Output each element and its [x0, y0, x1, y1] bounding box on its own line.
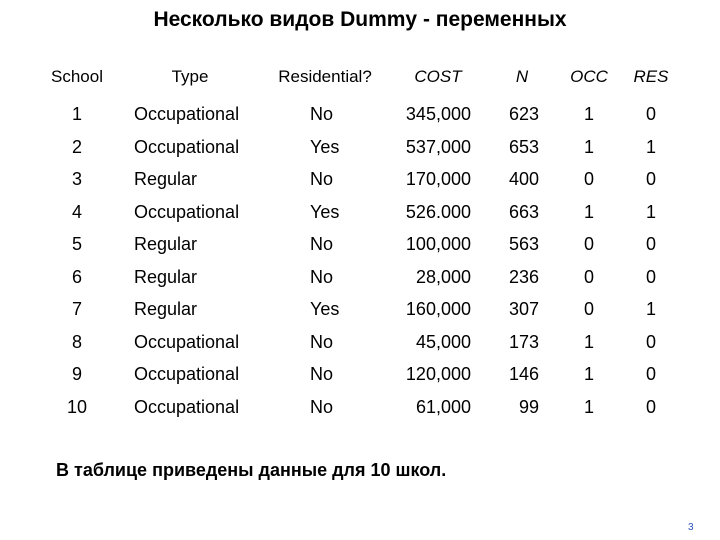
- cell-n: 307: [508, 299, 539, 319]
- cell-school: 3: [71, 169, 83, 189]
- cell-occ: 0: [583, 299, 595, 319]
- cell-n: 563: [508, 234, 539, 254]
- cell-occ: 1: [583, 331, 595, 352]
- cell-residential: No: [310, 234, 334, 254]
- cell-school: 10: [66, 396, 88, 417]
- cell-n: 663: [508, 201, 539, 222]
- column-header-n: N: [515, 67, 529, 86]
- cell-cost: 537,000: [405, 136, 471, 157]
- cell-cost: 61,000: [415, 396, 471, 417]
- cell-type: Regular: [134, 234, 198, 254]
- cell-res: 1: [645, 201, 657, 222]
- cell-occ: 0: [583, 266, 595, 287]
- cell-residential: No: [310, 266, 334, 287]
- cell-res: 0: [645, 364, 657, 384]
- cell-residential: No: [310, 331, 334, 352]
- cell-occ: 1: [583, 201, 595, 222]
- cell-cost: 345,000: [405, 104, 471, 124]
- cell-n: 400: [508, 169, 539, 189]
- column-header-occ: OCC: [570, 67, 608, 86]
- cell-n: 623: [508, 104, 539, 124]
- cell-residential: Yes: [310, 136, 340, 157]
- cell-occ: 1: [583, 136, 595, 157]
- cell-occ: 1: [583, 104, 595, 124]
- column-header-residential: Residential?: [278, 67, 372, 86]
- cell-res: 0: [645, 234, 657, 254]
- cell-type: Occupational: [134, 136, 240, 157]
- cell-cost: 28,000: [415, 266, 471, 287]
- cell-res: 0: [645, 104, 657, 124]
- cell-type: Occupational: [134, 396, 240, 417]
- column-header-school: School: [51, 67, 103, 86]
- cell-school: 6: [71, 266, 83, 287]
- cell-type: Regular: [134, 169, 198, 189]
- cell-res: 0: [645, 396, 657, 417]
- cell-occ: 0: [583, 234, 595, 254]
- cell-type: Regular: [134, 299, 198, 319]
- cell-res: 1: [645, 299, 657, 319]
- cell-residential: No: [310, 169, 334, 189]
- cell-occ: 1: [583, 364, 595, 384]
- cell-cost: 526.000: [405, 201, 471, 222]
- cell-occ: 0: [583, 169, 595, 189]
- cell-type: Occupational: [134, 331, 240, 352]
- cell-residential: Yes: [310, 299, 340, 319]
- column-header-res: RES: [633, 67, 669, 86]
- cell-residential: No: [310, 364, 334, 384]
- column-header-cost: COST: [414, 67, 462, 86]
- cell-n: 236: [508, 266, 539, 287]
- cell-cost: 120,000: [405, 364, 471, 384]
- cell-school: 2: [71, 136, 83, 157]
- cell-cost: 170,000: [405, 169, 471, 189]
- cell-residential: No: [310, 104, 334, 124]
- column-header-type: Type: [171, 67, 209, 86]
- cell-res: 0: [645, 266, 657, 287]
- cell-school: 5: [71, 234, 83, 254]
- cell-school: 8: [71, 331, 83, 352]
- cell-residential: No: [310, 396, 334, 417]
- cell-school: 4: [71, 201, 83, 222]
- cell-res: 0: [645, 169, 657, 189]
- cell-school: 1: [71, 104, 83, 124]
- cell-occ: 1: [583, 396, 595, 417]
- cell-n: 99: [518, 396, 539, 417]
- cell-cost: 160,000: [405, 299, 471, 319]
- page-number: 3: [688, 522, 694, 533]
- cell-residential: Yes: [310, 201, 340, 222]
- cell-n: 173: [508, 331, 539, 352]
- cell-n: 653: [508, 136, 539, 157]
- cell-type: Regular: [134, 266, 198, 287]
- cell-type: Occupational: [134, 104, 240, 124]
- cell-res: 1: [645, 136, 657, 157]
- cell-res: 0: [645, 331, 657, 352]
- cell-type: Occupational: [134, 201, 240, 222]
- cell-type: Occupational: [134, 364, 240, 384]
- page-title: Несколько видов Dummy - переменных: [153, 8, 567, 31]
- cell-school: 7: [71, 299, 83, 319]
- cell-cost: 100,000: [405, 234, 471, 254]
- footer-note: В таблице приведены данные для 10 школ.: [56, 460, 447, 480]
- cell-cost: 45,000: [415, 331, 471, 352]
- cell-n: 146: [508, 364, 539, 384]
- cell-school: 9: [71, 364, 83, 384]
